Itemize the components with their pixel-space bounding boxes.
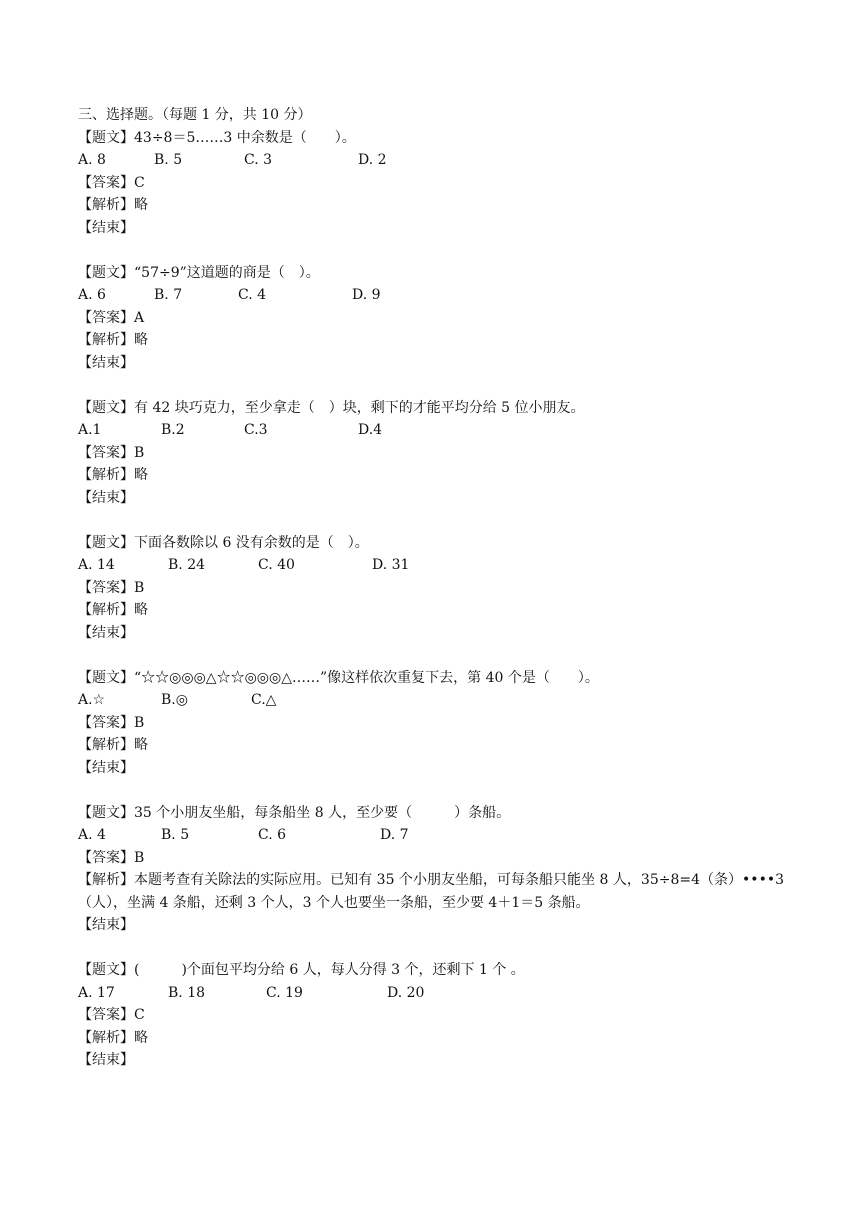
option-b: B.2 xyxy=(161,422,185,438)
document-page xyxy=(78,104,798,1072)
option-c: C. 19 xyxy=(266,984,303,1001)
spacer xyxy=(78,644,798,667)
spacer xyxy=(78,374,798,397)
question-options xyxy=(78,149,798,172)
option-c: C. 40 xyxy=(258,557,295,573)
question-stem: 【题文】43÷8＝5……3 中余数是（ ）。 xyxy=(78,129,356,146)
option-a: A. 6 xyxy=(78,287,106,303)
question-block xyxy=(78,262,798,375)
question-options xyxy=(78,554,798,577)
analysis-line: 【解析】略 xyxy=(78,602,148,618)
answer-line: 【答案】B xyxy=(78,714,145,731)
end-marker: 【结束】 xyxy=(78,1052,134,1068)
option-b: B.◎ xyxy=(161,692,188,708)
spacer xyxy=(78,779,798,802)
option-b: B. 7 xyxy=(154,287,183,303)
analysis-line: 【解析】本题考查有关除法的实际应用。已知有 35 个小朋友坐船，可每条船只能坐 8 人，35÷8=4（条）••••3（人），坐满 4 条船，还剩 3 个人，3 个人也要坐一条船，至少要 4＋1＝5 条船。 xyxy=(78,872,784,911)
question-options xyxy=(78,284,798,307)
question-stem: 【题文】有 42 块巧克力，至少拿走（ ）块，剩下的才能平均分给 5 位小朋友。 xyxy=(78,399,585,416)
question-options xyxy=(78,689,798,712)
option-b: B. 5 xyxy=(154,152,183,168)
spacer xyxy=(78,239,798,262)
question-block xyxy=(78,667,798,780)
option-b: B. 24 xyxy=(168,557,206,573)
analysis-line: 【解析】略 xyxy=(78,197,148,213)
question-block xyxy=(78,959,798,1072)
option-d: D. 7 xyxy=(380,827,409,843)
option-d: D. 31 xyxy=(372,557,410,573)
option-b: B. 18 xyxy=(168,984,206,1001)
answer-line: 【答案】B xyxy=(78,444,145,461)
question-stem: 【题文】下面各数除以 6 没有余数的是（ ）。 xyxy=(78,534,369,551)
option-d: D. 2 xyxy=(358,152,387,168)
question-options xyxy=(78,824,798,847)
analysis-line: 【解析】略 xyxy=(78,332,148,348)
analysis-line: 【解析】略 xyxy=(78,1029,148,1046)
option-c: C. 4 xyxy=(238,287,267,303)
option-c: C.3 xyxy=(244,422,268,438)
question-options xyxy=(78,982,798,1005)
end-marker: 【结束】 xyxy=(78,917,134,933)
option-a: A.1 xyxy=(78,422,102,438)
section-title: 三、选择题。（每题 1 分，共 10 分） xyxy=(78,107,312,123)
option-a: A. 14 xyxy=(78,557,115,573)
answer-line: 【答案】C xyxy=(78,1007,145,1023)
analysis-line: 【解析】略 xyxy=(78,737,148,753)
option-d: D.4 xyxy=(358,422,383,438)
option-c: C.△ xyxy=(251,692,277,708)
question-stem: 【题文】“☆☆◎◎◎△☆☆◎◎◎△……”像这样依次重复下去，第 40 个是（ ）。 xyxy=(78,669,599,686)
spacer xyxy=(78,937,798,960)
option-b: B. 5 xyxy=(161,827,190,843)
option-c: C. 3 xyxy=(244,152,273,168)
end-marker: 【结束】 xyxy=(78,354,134,371)
option-a: A.☆ xyxy=(78,692,106,708)
question-stem: 【题文】35 个小朋友坐船，每条船坐 8 人，至少要（ ）条船。 xyxy=(78,804,511,821)
option-a: A. 8 xyxy=(78,152,106,168)
answer-line: 【答案】A xyxy=(78,309,145,326)
question-block xyxy=(78,532,798,645)
end-marker: 【结束】 xyxy=(78,759,134,776)
question-block xyxy=(78,397,798,510)
option-d: D. 20 xyxy=(387,984,425,1001)
answer-line: 【答案】B xyxy=(78,579,145,596)
option-a: A. 4 xyxy=(78,827,106,843)
question-options xyxy=(78,419,798,442)
question-block xyxy=(78,802,798,937)
answer-line: 【答案】B xyxy=(78,849,145,866)
option-c: C. 6 xyxy=(258,827,287,843)
spacer xyxy=(78,509,798,532)
end-marker: 【结束】 xyxy=(78,624,134,641)
option-d: D. 9 xyxy=(352,287,381,303)
option-a: A. 17 xyxy=(78,984,115,1001)
end-marker: 【结束】 xyxy=(78,489,134,506)
question-stem: 【题文】( )个面包平均分给 6 人，每人分得 3 个，还剩下 1 个 。 xyxy=(78,962,525,978)
question-block xyxy=(78,127,798,240)
end-marker: 【结束】 xyxy=(78,219,134,236)
question-stem: 【题文】“57÷9”这道题的商是（ ）。 xyxy=(78,264,320,281)
answer-line: 【答案】C xyxy=(78,174,145,191)
analysis-line: 【解析】略 xyxy=(78,467,148,483)
